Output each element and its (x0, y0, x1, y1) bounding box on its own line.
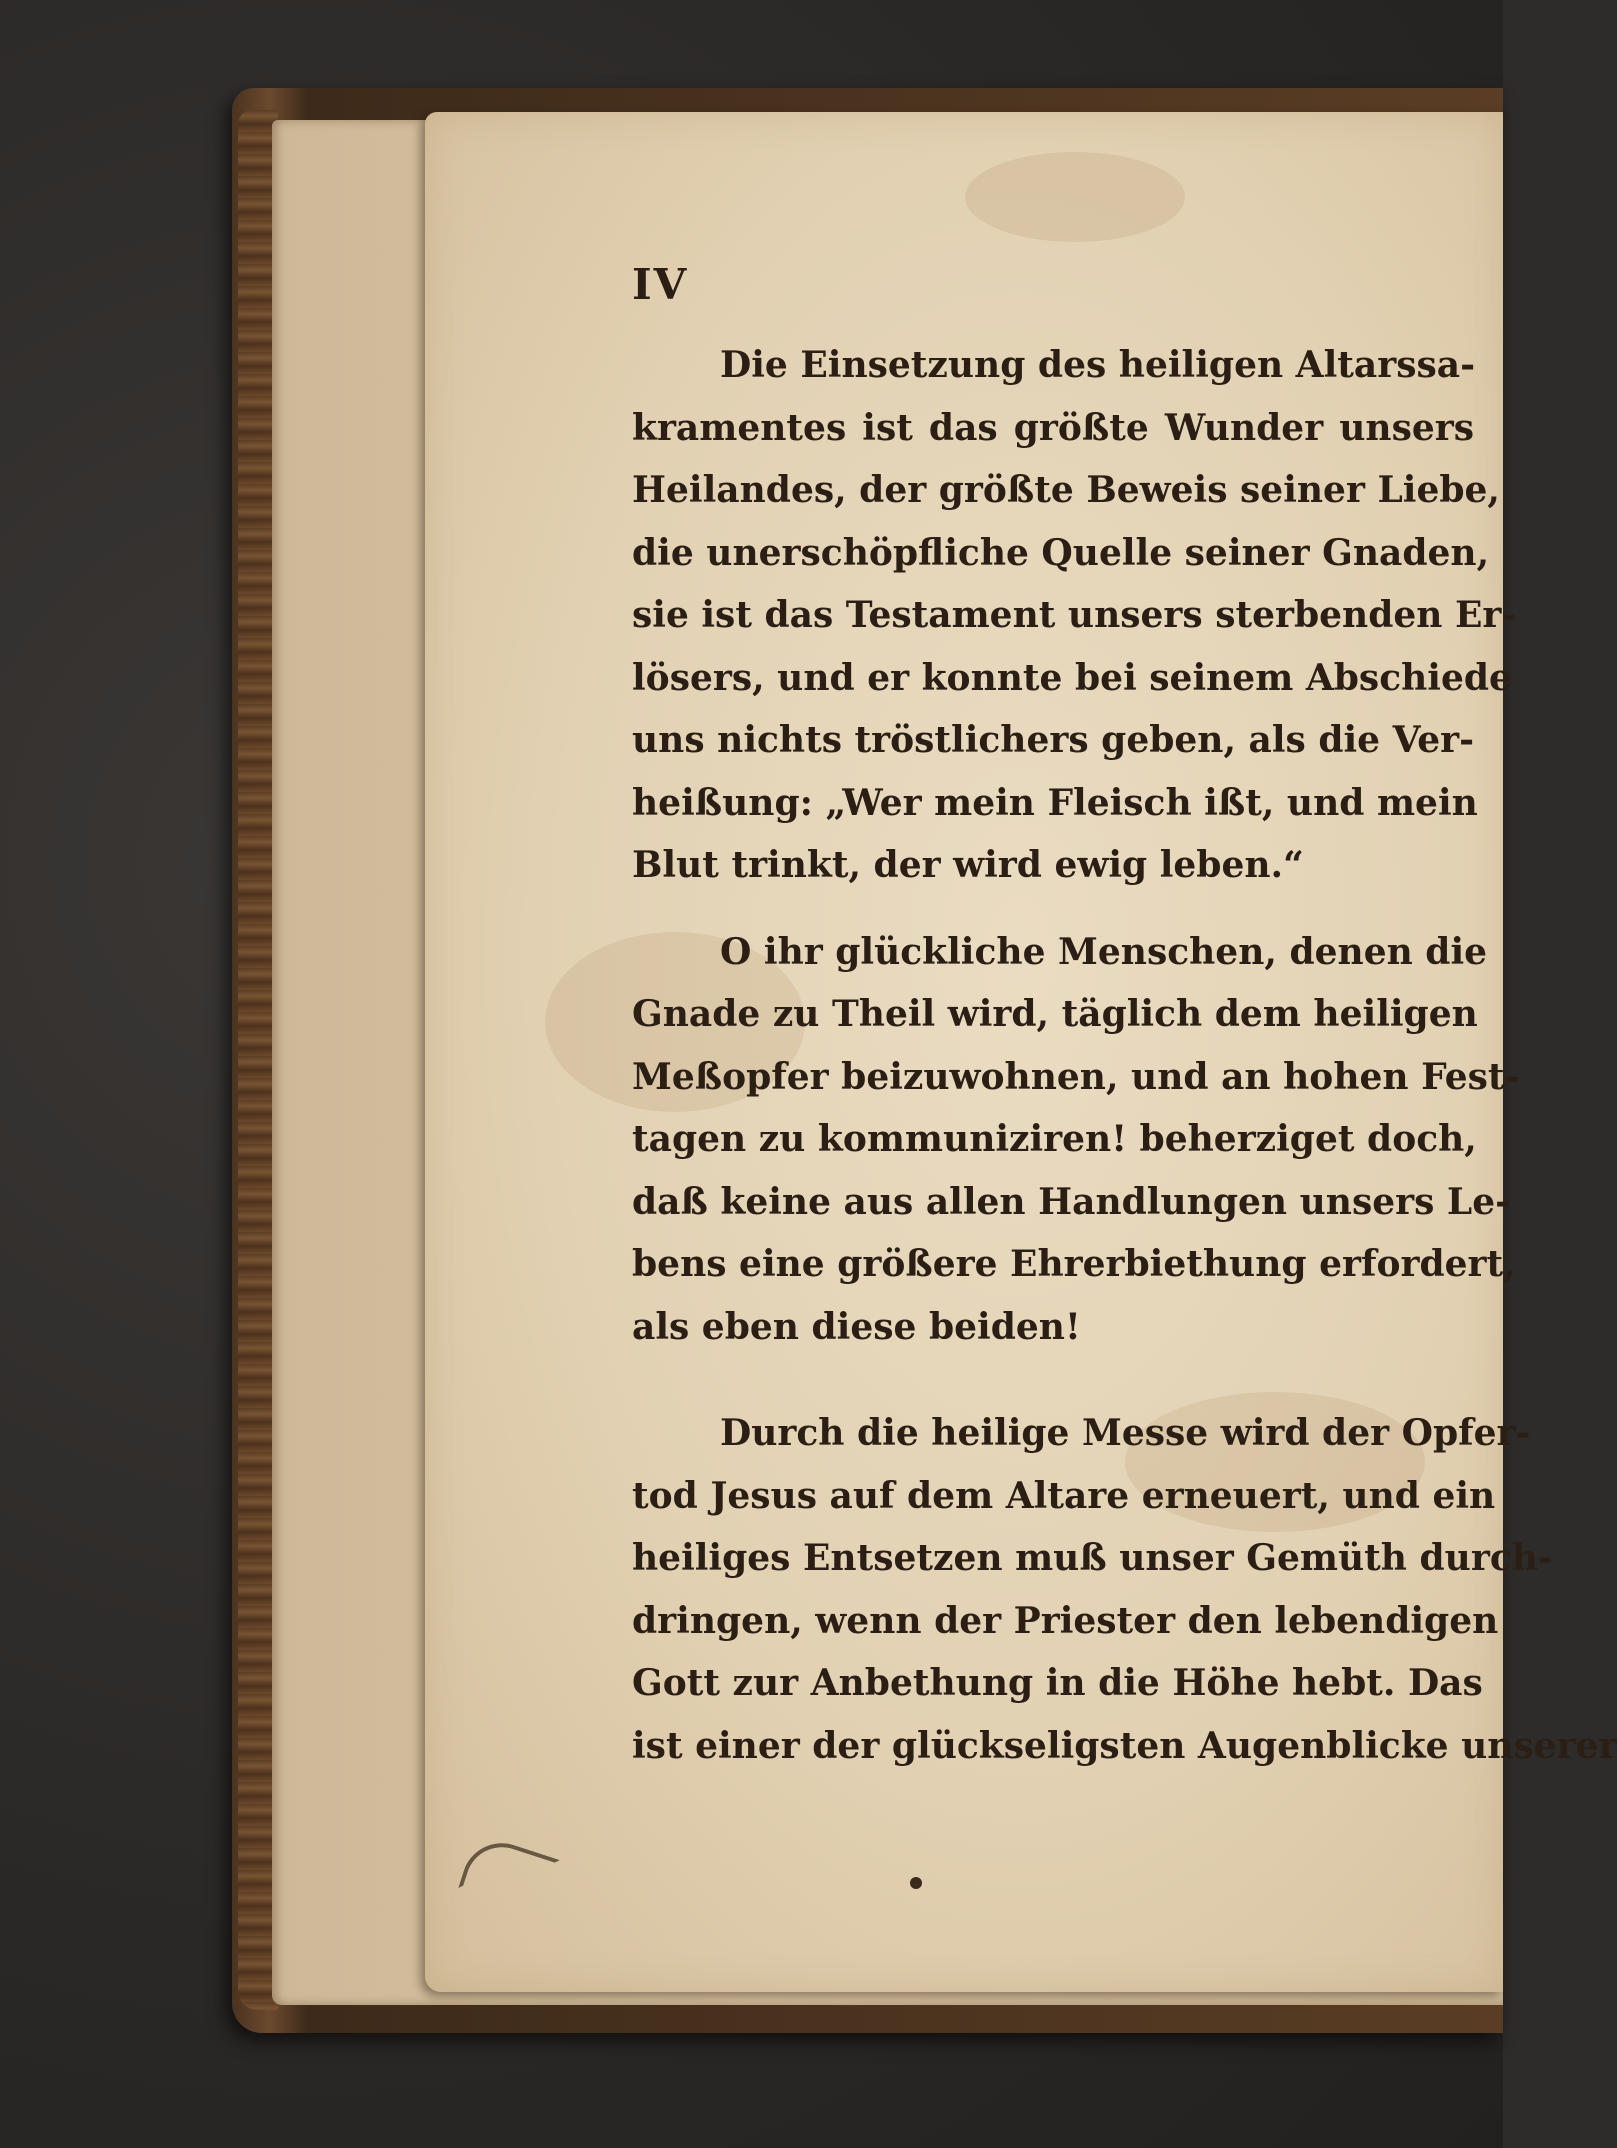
text-line: Gott zur Anbethung in die Höhe hebt. Das (632, 1662, 1483, 1704)
text-line: Durch die heilige Messe wird der Opfer- (720, 1412, 1531, 1454)
text-line: Blut trinkt, der wird ewig leben.“ (632, 844, 1304, 886)
text-line: Gnade zu Theil wird, täglich dem heiligen (632, 993, 1478, 1035)
text-line: ist einer der glückseligsten Augenblicke unserer (632, 1724, 1617, 1767)
text-line: Die Einsetzung des heiligen Altarssa- (720, 344, 1476, 386)
text-line: O ihr glückliche Menschen, denen die (720, 930, 1488, 973)
text-line: Heilandes, der größte Beweis seiner Liebe, (632, 469, 1500, 511)
text-line: kramentes ist das größte Wunder unsers (632, 406, 1474, 449)
text-line: dringen, wenn der Priester den lebendigen (632, 1599, 1499, 1642)
text-line: uns nichts tröstlichers geben, als die Ver- (632, 719, 1475, 761)
paragraph-1 (632, 334, 1517, 897)
text-line: heißung: „Wer mein Fleisch ißt, und mein (632, 781, 1478, 824)
text-line: die unerschöpfliche Quelle seiner Gnaden, (632, 531, 1490, 574)
body-text (632, 334, 1617, 1777)
ink-spot (910, 1877, 922, 1889)
text-line: heiliges Entsetzen muß unser Gemüth durch- (632, 1537, 1553, 1579)
book-page (425, 112, 1617, 1992)
text-line: sie ist das Testament unsers sterbenden Er- (632, 594, 1517, 636)
text-line: tod Jesus auf dem Altare erneuert, und ein (632, 1474, 1496, 1517)
text-line: lösers, und er konnte bei seinem Abschiede (632, 656, 1512, 699)
page-number: IV (632, 260, 689, 309)
paragraph-2 (632, 921, 1520, 1359)
paragraph-3 (632, 1402, 1617, 1777)
text-line: bens eine größere Ehrerbiethung erfordert, (632, 1243, 1516, 1285)
paper-stain (965, 152, 1185, 242)
text-line: daß keine aus allen Handlungen unsers Le- (632, 1180, 1511, 1223)
text-line: Meßopfer beizuwohnen, und an hohen Fest- (632, 1055, 1520, 1098)
text-line: als eben diese beiden! (632, 1305, 1081, 1348)
text-line: tagen zu kommuniziren! beherziget doch, (632, 1118, 1477, 1160)
